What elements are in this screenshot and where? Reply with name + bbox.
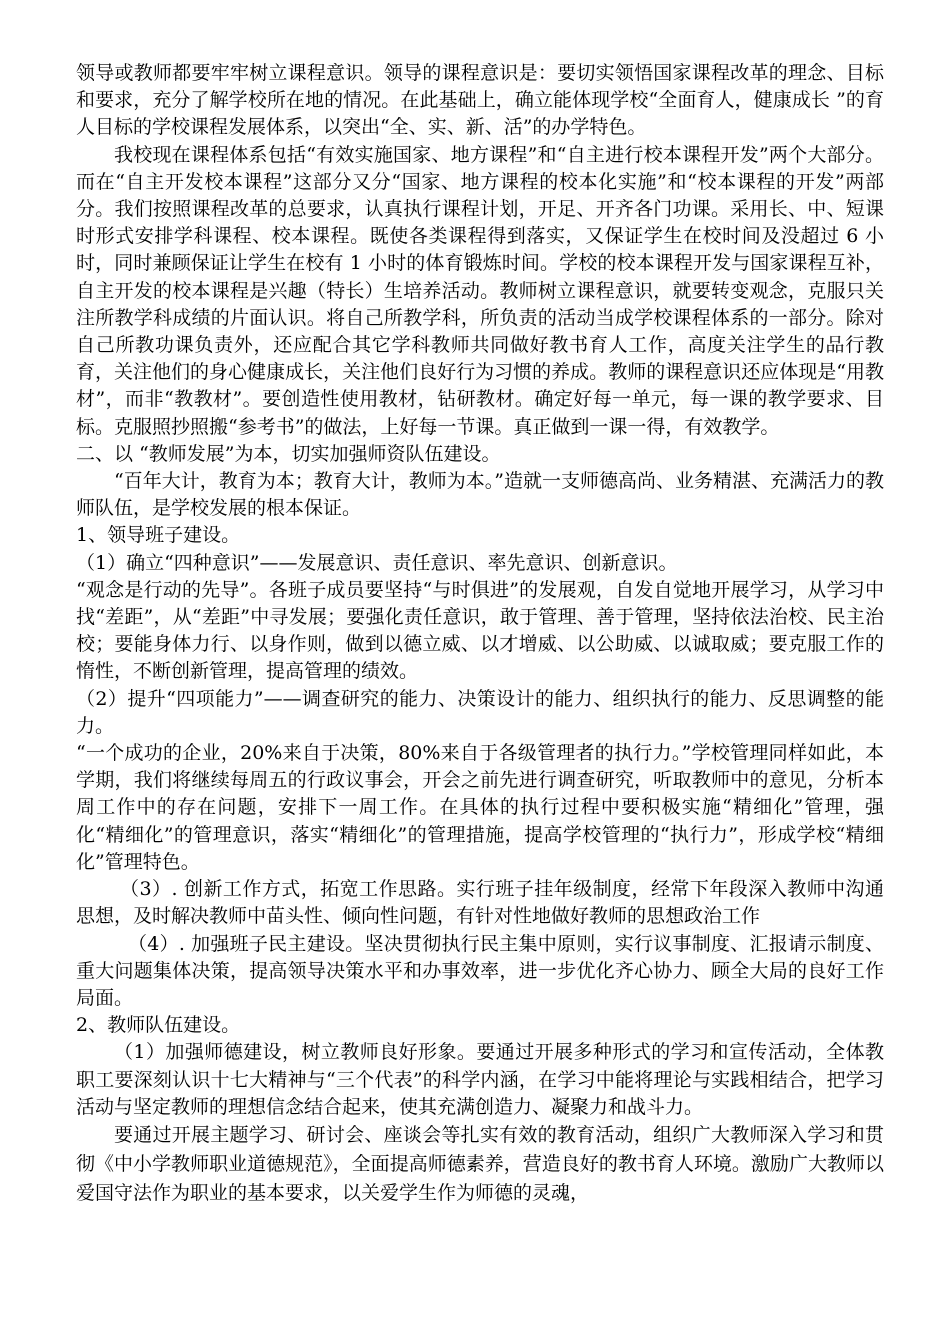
document-page — [76, 60, 884, 1208]
subheading-leadership-team: 1、领导班子建设。 — [76, 524, 241, 547]
paragraph-execution-power: “一个成功的企业，20%来自于决策，80%来自于各级管理者的执行力。”学校管理同样如此，本学期，我们将继续每周五的行政议事会，开会之前先进行调查研究，听取教师中的意见，分析本周工作中的存在问题，安排下一周工作。在具体的执行过程中要积极实施“精细化”管理，强化“精细化”的管理意识，落实“精细化”的管理措施，提高学校管理的“执行力”，形成学校“精细化”管理特色。 — [76, 742, 884, 873]
paragraph-ethics-activities: 要通过开展主题学习、研讨会、座谈会等扎实有效的教育活动，组织广大教师深入学习和贯彻《中小学教师职业道德规范》，全面提高师德素养，营造良好的教书育人环境。激励广大教师以爱国守法作为职业的基本要求，以关爱学生作为师德的灵魂， — [76, 1123, 884, 1204]
section-heading-teacher-development: 二、以 “教师发展”为本，切实加强师资队伍建设。 — [76, 442, 501, 465]
paragraph-concept-guide: “观念是行动的先导”。各班子成员要坚持“与时俱进”的发展观，自发自觉地开展学习，从学习中找“差距”，从“差距”中寻发展；要强化责任意识，敢于管理、善于管理，坚持依法治校、民主治校；要能身体力行、以身作则，做到以德立威、以才增威、以公助威、以诚取威；要克服工作的惰性，不断创新管理，提高管理的绩效。 — [76, 578, 884, 683]
item-teacher-ethics: （1）加强师德建设，树立教师良好形象。要通过开展多种形式的学习和宣传活动，全体教职工要深刻认识十七大精神与“三个代表”的科学内涵，在学习中能将理论与实践相结合，把学习活动与坚定教师的理想信念结合起来，使其充满创造力、凝聚力和战斗力。 — [76, 1041, 884, 1118]
item-four-abilities: （2）提升“四项能力”——调查研究的能力、决策设计的能力、组织执行的能力、反思调整的能力。 — [76, 687, 884, 737]
item-innovate-work-method: （3）. 创新工作方式，拓宽工作思路。实行班子挂年级制度，经常下年段深入教师中沟通思想，及时解决教师中苗头性、倾向性问题，有针对性地做好教师的思想政治工作 — [76, 878, 884, 928]
item-four-awareness: （1）确立“四种意识”——发展意识、责任意识、率先意识、创新意识。 — [76, 551, 678, 574]
paragraph-education-quote: “百年大计，教育为本；教育大计，教师为本。”造就一支师德高尚、业务精湛、充满活力的教师队伍，是学校发展的根本保证。 — [76, 470, 884, 520]
subheading-teacher-team: 2、教师队伍建设。 — [76, 1014, 241, 1037]
paragraph-curriculum-system: 我校现在课程体系包括“有效实施国家、地方课程”和“自主进行校本课程开发”两个大部分。而在“自主开发校本课程”这部分又分“国家、地方课程的校本化实施”和“校本课程的开发”两部分。我们按照课程改革的总要求，认真执行课程计划，开足、开齐各门功课。采用长、中、短课时形式安排学科课程、校本课程。既使各类课程得到落实，又保证学生在校时间及没超过 6 小时，同时兼顾保证让学生在校有 1 小时的体育锻炼时间。学校的校本课程开发与国家课程互补，自主开发的校本课程是兴趣（特长）生培养活动。教师树立课程意识，就要转变观念，克服只关注所教学科成绩的片面认识。将自己所教学科，所负责的活动当成学校课程体系的一部分。除对自己所教功课负责外，还应配合其它学科教师共同做好教书育人工作，高度关注学生的品行教育，关注他们的身心健康成长，关注他们良好行为习惯的养成。教师的课程意识还应体现是“用教材”，而非“教教材”。要创造性使用教材，钻研教材。确定好每一单元，每一课的教学要求、目标。克服照抄照搬“参考书”的做法，上好每一节课。真正做到一课一得，有效教学。 — [76, 143, 884, 438]
item-democratic-building: （4）. 加强班子民主建设。坚决贯彻执行民主集中原则，实行议事制度、汇报请示制度、重大问题集体决策，提高领导决策水平和办事效率，进一步优化齐心协力、顾全大局的良好工作局面。 — [76, 932, 884, 1009]
paragraph-curriculum-awareness: 领导或教师都要牢牢树立课程意识。领导的课程意识是：要切实领悟国家课程改革的理念、目标和要求，充分了解学校所在地的情况。在此基础上，确立能体现学校“全面育人，健康成长 ”的育人目标的学校课程发展体系，以突出“全、实、新、活”的办学特色。 — [76, 62, 884, 139]
